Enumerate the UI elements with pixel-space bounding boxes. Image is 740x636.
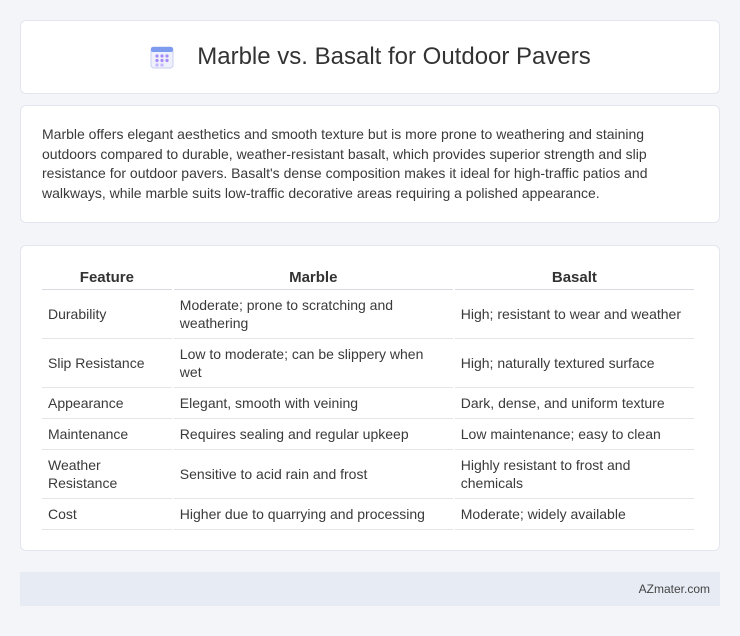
table-row xyxy=(42,339,694,388)
feature-cell: Appearance xyxy=(42,388,172,419)
footer xyxy=(20,572,720,606)
feature-cell: Cost xyxy=(42,499,172,530)
table-header-row xyxy=(42,266,694,290)
summary-text: Marble offers elegant aesthetics and smooth texture but is more prone to weathering and staining outdoors compared to durable, weather-resistant basalt, which provides superior strength and slip resistance for outdoor pavers. Basalt's dense composition makes it ideal for high-traffic patios and walkways, while marble suits low-traffic decorative areas requiring a polished appearance. xyxy=(42,126,648,201)
feature-cell: Maintenance xyxy=(42,419,172,450)
header-basalt: Basalt xyxy=(455,266,694,290)
table-row xyxy=(42,419,694,450)
marble-cell: Sensitive to acid rain and frost xyxy=(174,450,453,499)
marble-cell: Moderate; prone to scratching and weathering xyxy=(174,290,453,339)
basalt-cell: Dark, dense, and uniform texture xyxy=(455,388,694,419)
comparison-table-card xyxy=(20,245,720,551)
calendar-grid-icon xyxy=(149,44,175,70)
marble-cell: Low to moderate; can be slippery when wet xyxy=(174,339,453,388)
table-row xyxy=(42,450,694,499)
feature-cell: Durability xyxy=(42,290,172,339)
table-row xyxy=(42,290,694,339)
header-feature: Feature xyxy=(42,266,172,290)
title-card xyxy=(20,20,720,94)
footer-brand: AZmater.com xyxy=(638,582,710,596)
table-row xyxy=(42,499,694,530)
basalt-cell: High; naturally textured surface xyxy=(455,339,694,388)
marble-cell: Elegant, smooth with veining xyxy=(174,388,453,419)
marble-cell: Requires sealing and regular upkeep xyxy=(174,419,453,450)
table-row xyxy=(42,388,694,419)
basalt-cell: Low maintenance; easy to clean xyxy=(455,419,694,450)
page-title: Marble vs. Basalt for Outdoor Pavers xyxy=(197,43,591,70)
feature-cell: Weather Resistance xyxy=(42,450,172,499)
marble-cell: Higher due to quarrying and processing xyxy=(174,499,453,530)
comparison-table xyxy=(40,266,696,530)
basalt-cell: High; resistant to wear and weather xyxy=(455,290,694,339)
basalt-cell: Highly resistant to frost and chemicals xyxy=(455,450,694,499)
header-marble: Marble xyxy=(174,266,453,290)
basalt-cell: Moderate; widely available xyxy=(455,499,694,530)
summary-card xyxy=(20,105,720,223)
feature-cell: Slip Resistance xyxy=(42,339,172,388)
